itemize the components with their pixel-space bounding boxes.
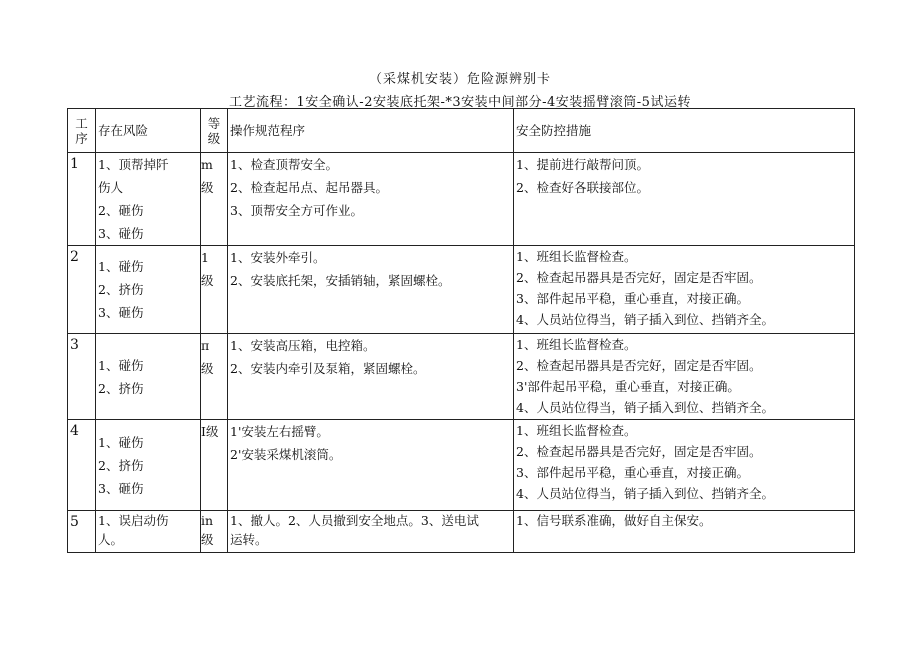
procedure-cell: 1、安装高压箱，电控箱。 2、安装内牵引及泵箱，紧固螺栓。 xyxy=(228,334,514,420)
header-risk: 存在风险 xyxy=(96,109,201,153)
header-seq: 工 序 xyxy=(68,109,96,153)
hazard-table xyxy=(67,108,855,553)
measures-cell: 1、信号联系准确，做好自主保安。 xyxy=(514,511,855,553)
step-number: 1 xyxy=(68,153,96,246)
process-flow: 工艺流程：1安全确认-2安装底托架-*3安装中间部分-4安装摇臂滚筒-5试运转 xyxy=(229,95,691,110)
measures-cell: 1、班组长监督检查。 2、检查起吊器具是否完好，固定是否牢固。 3'部件起吊平稳，重心垂直，对接正确。 4、人员站位得当，销子插入到位、挡销齐全。 xyxy=(514,334,855,420)
step-number: 3 xyxy=(68,334,96,420)
header-grade: 等 级 xyxy=(201,109,228,153)
step-number: 4 xyxy=(68,420,96,511)
measures-cell: 1、班组长监督检查。 2、检查起吊器具是否完好，固定是否牢固。 3、部件起吊平稳，重心垂直，对接正确。 4、人员站位得当，销子插入到位、挡销齐全。 xyxy=(514,420,855,511)
procedure-cell: 1'安装左右摇臂。 2'安装采煤机滚筒。 xyxy=(228,420,514,511)
procedure-cell: 1、撤人。2、人员撤到安全地点。3、送电试 运转。 xyxy=(228,511,514,553)
measures-cell: 1、班组长监督检查。 2、检查起吊器具是否完好，固定是否牢固。 3、部件起吊平稳，重心垂直，对接正确。 4、人员站位得当，销子插入到位、挡销齐全。 xyxy=(514,246,855,334)
step-number: 5 xyxy=(68,511,96,553)
table-row xyxy=(68,246,855,334)
risk-cell: 1、碰伤 2、挤伤 3、砸伤 xyxy=(96,420,201,511)
risk-cell: 1、顶帮掉阡 伤人 2、砸伤 3、碰伤 xyxy=(96,153,201,246)
header-procedure: 操作规范程序 xyxy=(228,109,514,153)
table-row xyxy=(68,334,855,420)
table-row xyxy=(68,153,855,246)
header-measures: 安全防控措施 xyxy=(514,109,855,153)
risk-cell: 1、碰伤 2、挤伤 xyxy=(96,334,201,420)
grade-cell: π 级 xyxy=(201,334,228,420)
risk-cell: 1、误启动伤 人。 xyxy=(96,511,201,553)
table-row xyxy=(68,511,855,553)
grade-cell: m 级 xyxy=(201,153,228,246)
table-row xyxy=(68,420,855,511)
risk-cell: 1、碰伤 2、挤伤 3、砸伤 xyxy=(96,246,201,334)
procedure-cell: 1、安装外牵引。 2、安装底托架，安插销轴，紧固螺栓。 xyxy=(228,246,514,334)
grade-cell: 1 级 xyxy=(201,246,228,334)
procedure-cell: 1、检查顶帮安全。 2、检查起吊点、起吊器具。 3、顶帮安全方可作业。 xyxy=(228,153,514,246)
card-title: （采煤机安装）危险源辨别卡 xyxy=(368,72,551,87)
measures-cell: 1、提前进行敲帮问顶。 2、检查好各联接部位。 xyxy=(514,153,855,246)
step-number: 2 xyxy=(68,246,96,334)
grade-cell: in 级 xyxy=(201,511,228,553)
grade-cell: I级 xyxy=(201,420,228,511)
header-row xyxy=(68,109,855,153)
